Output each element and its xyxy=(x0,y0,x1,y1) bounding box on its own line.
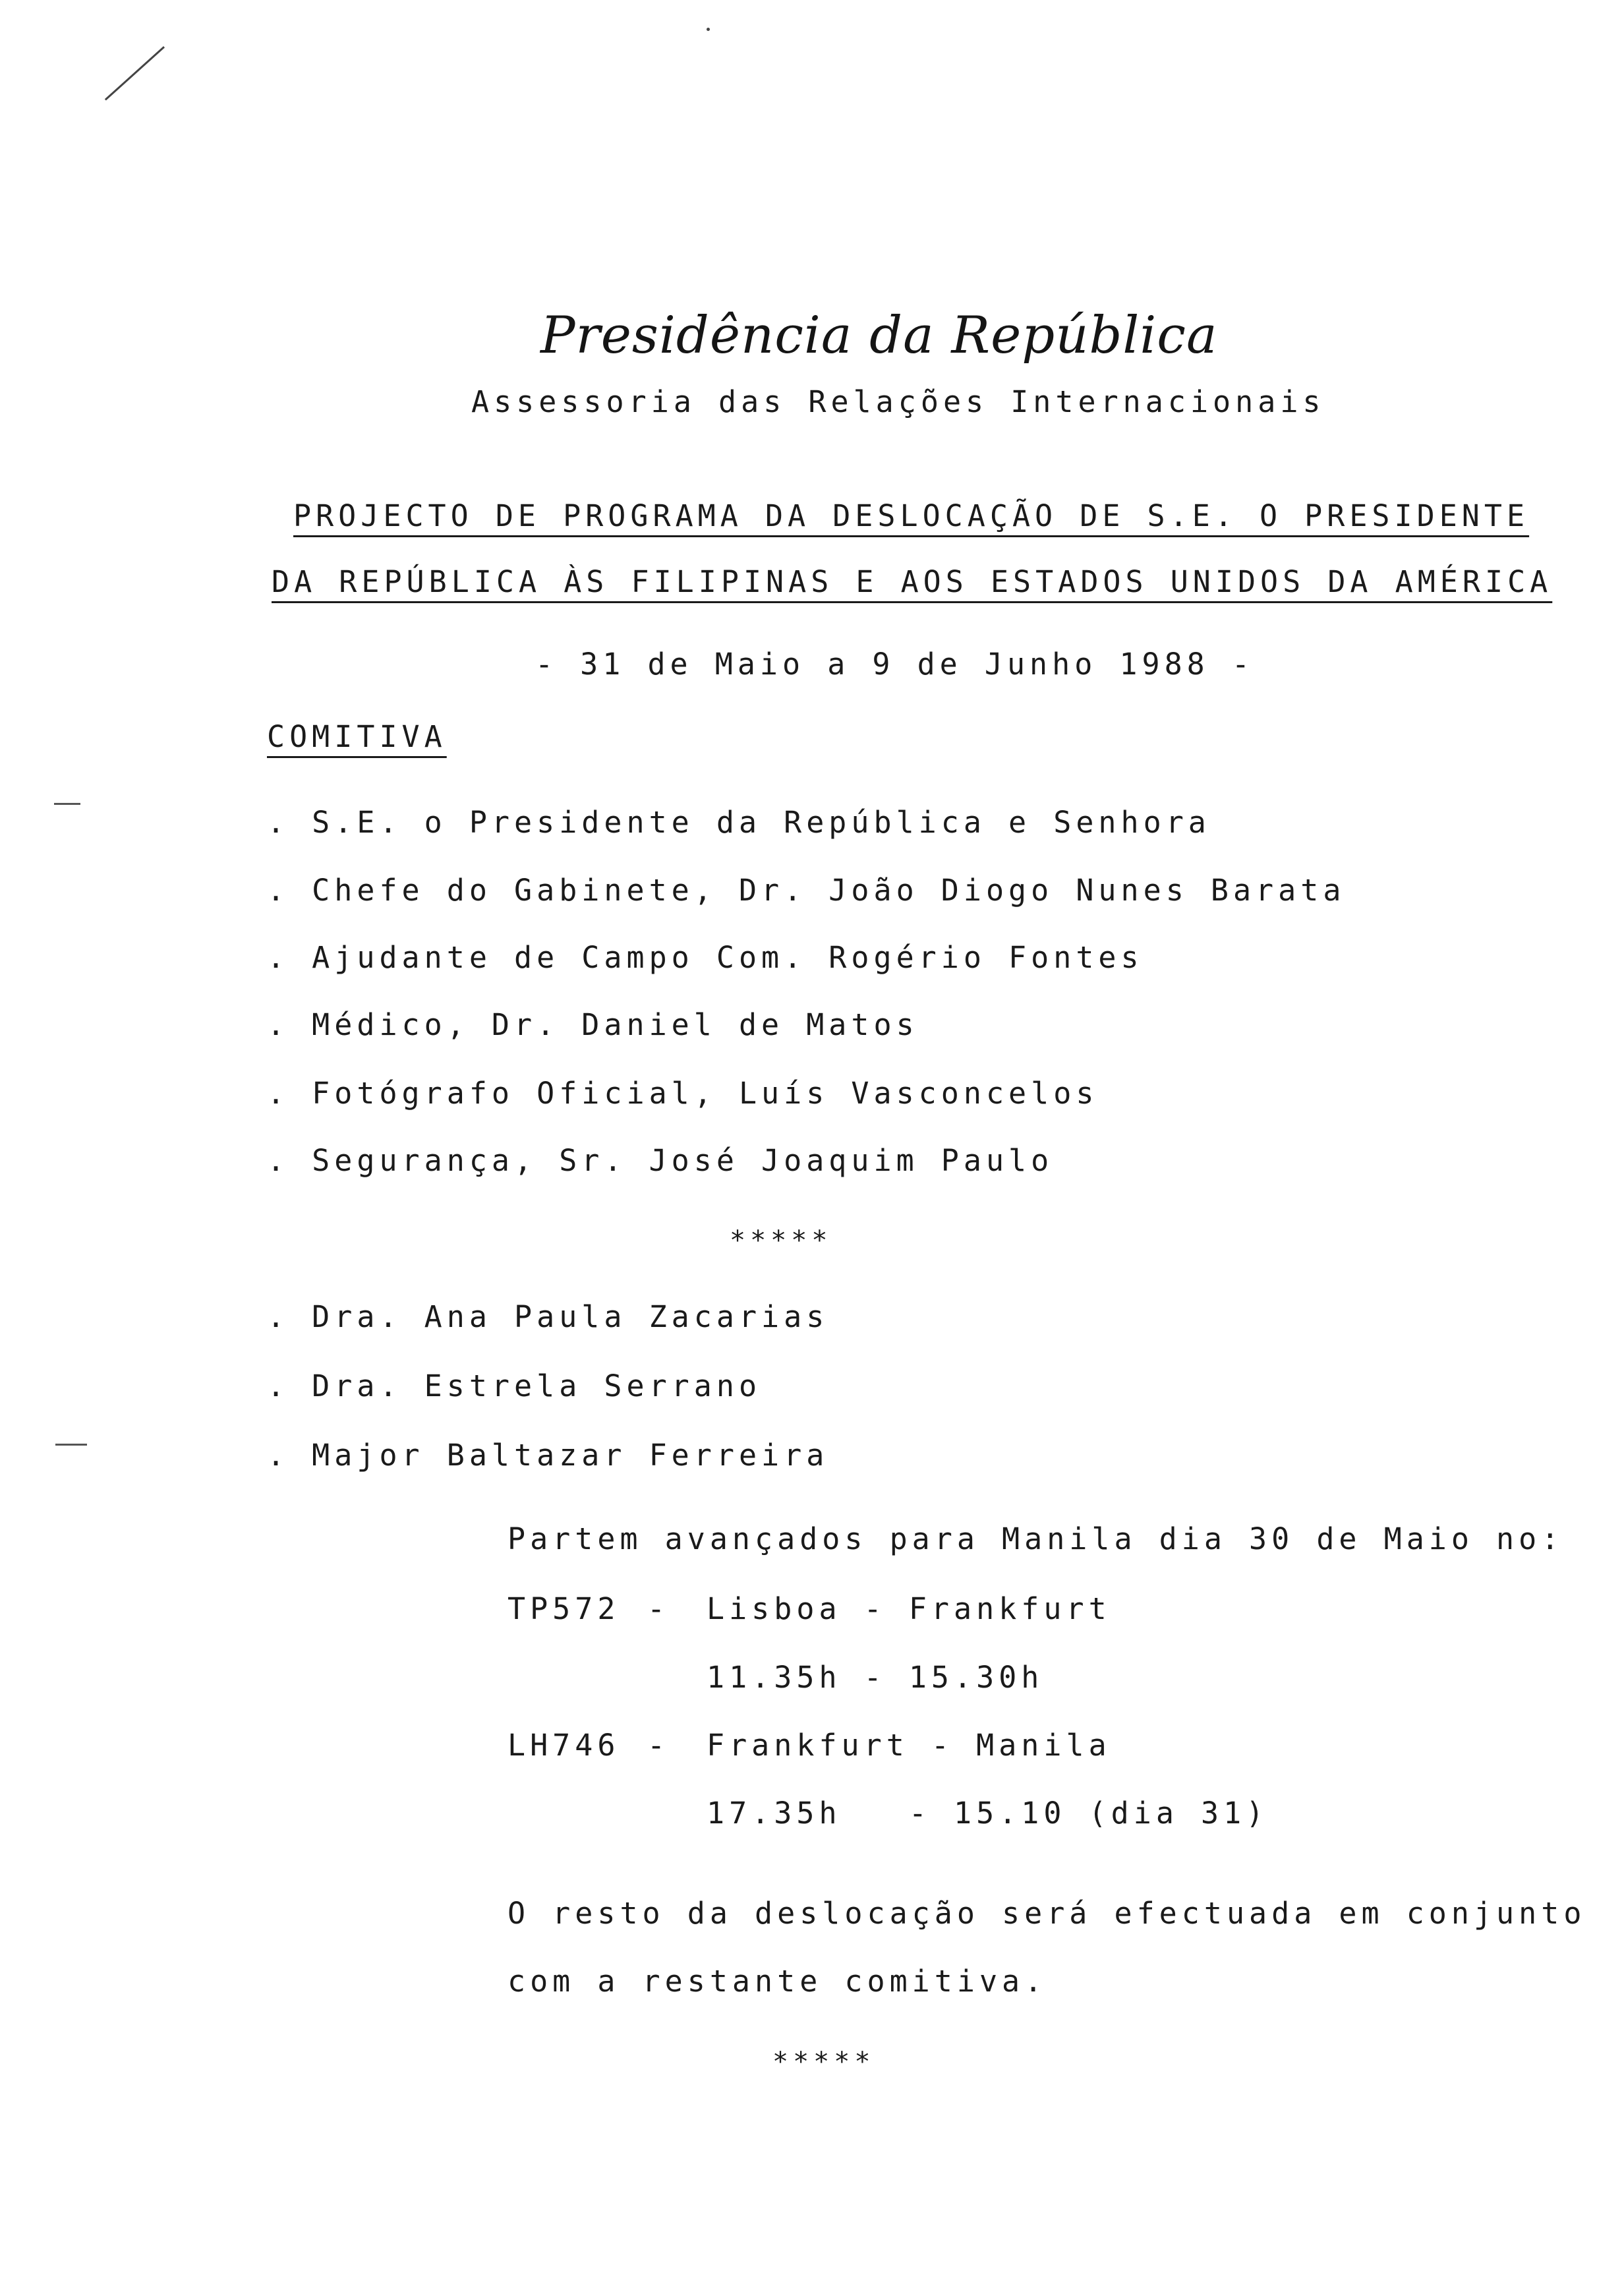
office-name: Assessoria das Relações Internacionais xyxy=(471,384,1325,419)
list-item: . Ajudante de Campo Com. Rogério Fontes xyxy=(267,940,1144,975)
trip-dates: - 31 de Maio a 9 de Junho 1988 - xyxy=(535,647,1254,682)
title-line-2: DA REPÚBLICA ÀS FILIPINAS E AOS ESTADOS UNIDOS DA AMÉRICA xyxy=(272,564,1553,599)
closing-note-line-1: O resto da deslocação será efectuada em conjunto xyxy=(508,1896,1586,1931)
flight-code: LH746 xyxy=(508,1728,620,1763)
list-item: . Dra. Estrela Serrano xyxy=(267,1368,762,1403)
scan-slash-mark xyxy=(105,46,165,101)
flight-code: TP572 xyxy=(508,1591,620,1626)
list-item: . Segurança, Sr. José Joaquim Paulo xyxy=(267,1143,1054,1178)
scan-dot xyxy=(707,28,710,31)
flight-route: Lisboa - Frankfurt xyxy=(707,1591,1111,1626)
title-line-1: PROJECTO DE PROGRAMA DA DESLOCAÇÃO DE S.E. O PRESIDENTE xyxy=(293,498,1530,533)
scan-tick xyxy=(55,1444,87,1446)
flight-route: Frankfurt - Manila xyxy=(707,1728,1111,1763)
list-item: . Fotógrafo Oficial, Luís Vasconcelos xyxy=(267,1076,1099,1111)
advance-intro: Partem avançados para Manila dia 30 de Maio no: xyxy=(508,1521,1564,1556)
closing-note-line-2: com a restante comitiva. xyxy=(508,1964,1047,1999)
list-item: . Major Baltazar Ferreira xyxy=(267,1438,829,1473)
list-item: . S.E. o Presidente da República e Senhora xyxy=(267,805,1211,840)
list-item: . Dra. Ana Paula Zacarias xyxy=(267,1299,829,1334)
list-item: . Chefe do Gabinete, Dr. João Diogo Nunes Barata xyxy=(267,873,1346,908)
scan-tick xyxy=(54,803,80,805)
letterhead: Presidência da República xyxy=(540,306,1218,365)
flight-times: 17.35h - 15.10 (dia 31) xyxy=(707,1796,1269,1831)
end-separator-stars: ***** xyxy=(772,2047,875,2077)
flight-times: 11.35h - 15.30h xyxy=(707,1660,1044,1695)
comitiva-heading: COMITIVA xyxy=(267,719,447,754)
separator-stars: ***** xyxy=(730,1225,832,1256)
flight-dash: - xyxy=(647,1728,670,1763)
flight-dash: - xyxy=(647,1591,670,1626)
list-item: . Médico, Dr. Daniel de Matos xyxy=(267,1007,919,1042)
